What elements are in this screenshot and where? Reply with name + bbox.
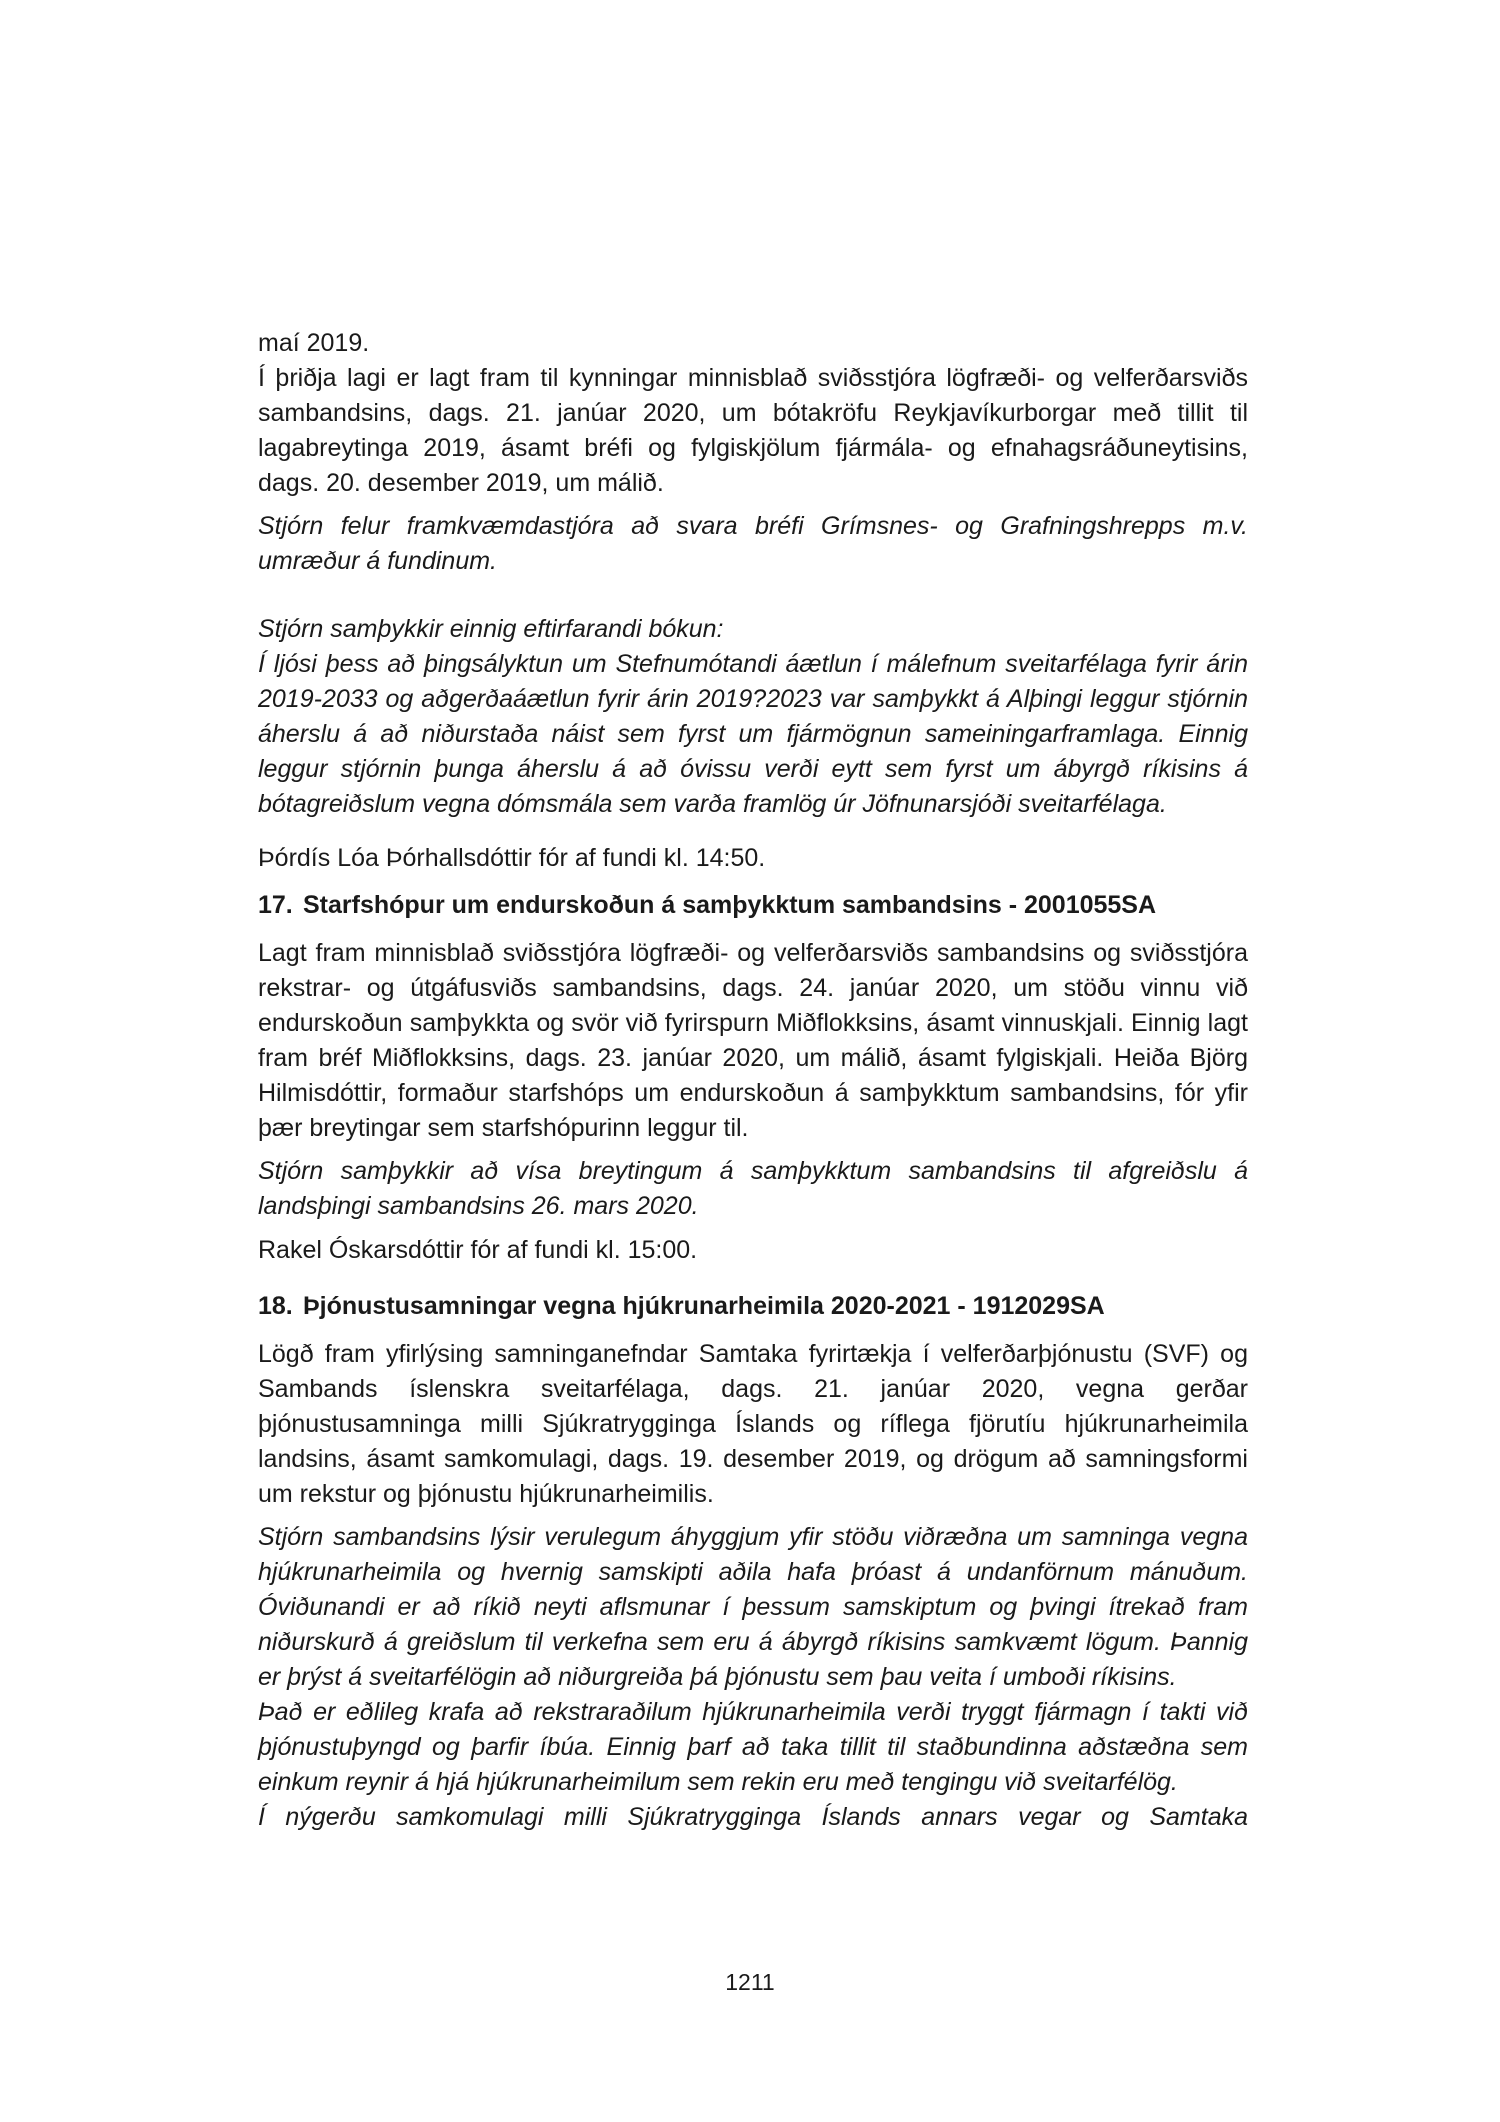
- item-17-number: 17.: [258, 891, 293, 919]
- item16-bokun-body: Í ljósi þess að þingsályktun um Stefnumótandi áætlun í málefnum sveitarfélaga fyrir árin 2019-2033 og aðgerðaáætlun fyrir árin 2019?2023 var samþykkt á Alþingi leggur stjórnin áherslu á að niðurstaða náist sem fyrst um fjármögnun sameiningarframlaga. Einnig leggur stjórnin þunga áherslu á að óvissu verði eytt sem fyrst um ábyrgð ríkisins á bótagreiðslum vegna dómsmála sem varða framlög úr Jöfnunarsjóði sveitarfélaga.: [258, 650, 1248, 818]
- item-18-number: 18.: [258, 1292, 293, 1320]
- item17-resolution: Stjórn samþykkir að vísa breytingum á samþykktum sambandsins til afgreiðslu á landsþingi sambandsins 26. mars 2020.: [258, 1157, 1248, 1220]
- item16-resolution: Stjórn felur framkvæmdastjóra að svara bréfi Grímsnes- og Grafningshrepps m.v. umræður á fundinum.: [258, 512, 1248, 575]
- item-18-title: Þjónustusamningar vegna hjúkrunarheimila 2020-2021 - 1912029SA: [303, 1292, 1105, 1320]
- item18-resolution-block: [258, 1520, 1248, 1835]
- departure-note-rakel: Rakel Óskarsdóttir fór af fundi kl. 15:00.: [258, 1236, 698, 1264]
- item18-resolution-paragraph-1: Stjórn sambandsins lýsir verulegum áhyggjum yfir stöðu viðræðna um samninga vegna hjúkrunarheimila og hvernig samskipti aðila hafa þróast á undanförnum mánuðum. Óviðunandi er að ríkið neyti aflsmunar í þessum samskiptum og þvingi ítrekað fram niðurskurð á greiðslum til verkefna sem eru á ábyrgð ríkisins samkvæmt lögum. Þannig er þrýst á sveitarfélögin að niðurgreiða þá þjónustu sem þau veita í umboði ríkisins.: [258, 1523, 1248, 1691]
- item18-resolution-paragraph-3: Í nýgerðu samkomulagi milli Sjúkratrygginga Íslands annars vegar og Samtaka: [258, 1803, 1248, 1831]
- item16-bokun-intro: Stjórn samþykkir einnig eftirfarandi bókun:: [258, 615, 724, 643]
- item16-paragraph: Í þriðja lagi er lagt fram til kynningar minnisblað sviðsstjóra lögfræði- og velferðarsviðs sambandsins, dags. 21. janúar 2020, um bótakröfu Reykjavíkurborgar með tillit til lagabreytinga 2019, ásamt bréfi og fylgiskjölum fjármála- og efnahagsráðuneytisins, dags. 20. desember 2019, um málið.: [258, 364, 1248, 497]
- item-17-title: Starfshópur um endurskoðun á samþykktum sambandsins - 2001055SA: [303, 891, 1157, 919]
- departure-note-thordis: Þórdís Lóa Þórhallsdóttir fór af fundi kl. 14:50.: [258, 844, 766, 872]
- item16-continuation-tail-line: maí 2019.: [258, 329, 370, 357]
- agenda-item-17-heading: [258, 888, 1248, 923]
- item18-paragraph: Lögð fram yfirlýsing samninganefndar Samtaka fyrirtækja í velferðarþjónustu (SVF) og Sambands íslenskra sveitarfélaga, dags. 21. janúar 2020, vegna gerðar þjónustusamninga milli Sjúkratrygginga Íslands og ríflega fjörutíu hjúkrunarheimila landsins, ásamt samkomulagi, dags. 19. desember 2019, og drögum að samningsformi um rekstur og þjónustu hjúkrunarheimilis.: [258, 1340, 1248, 1508]
- item18-resolution-paragraph-2: Það er eðlileg krafa að rekstraraðilum hjúkrunarheimila verði tryggt fjármagn í takti við þjónustuþyngd og þarfir íbúa. Einnig þarf að taka tillit til staðbundinna aðstæðna sem einkum reynir á hjá hjúkrunarheimilum sem rekin eru með tengingu við sveitarfélög.: [258, 1698, 1248, 1796]
- page-content: [258, 326, 1248, 1835]
- agenda-item-18-heading: [258, 1289, 1248, 1324]
- page-number: 1211: [725, 1969, 775, 1995]
- item16-bokun-block: [258, 612, 1248, 822]
- item17-paragraph: Lagt fram minnisblað sviðsstjóra lögfræði- og velferðarsviðs sambandsins og sviðsstjóra rekstrar- og útgáfusviðs sambandsins, dags. 24. janúar 2020, um stöðu vinnu við endurskoðun samþykkta og svör við fyrirspurn Miðflokksins, ásamt vinnuskjali. Einnig lagt fram bréf Miðflokksins, dags. 23. janúar 2020, um málið, ásamt fylgiskjali. Heiða Björg Hilmisdóttir, formaður starfshóps um endurskoðun á samþykktum sambandsins, fór yfir þær breytingar sem starfshópurinn leggur til.: [258, 939, 1248, 1142]
